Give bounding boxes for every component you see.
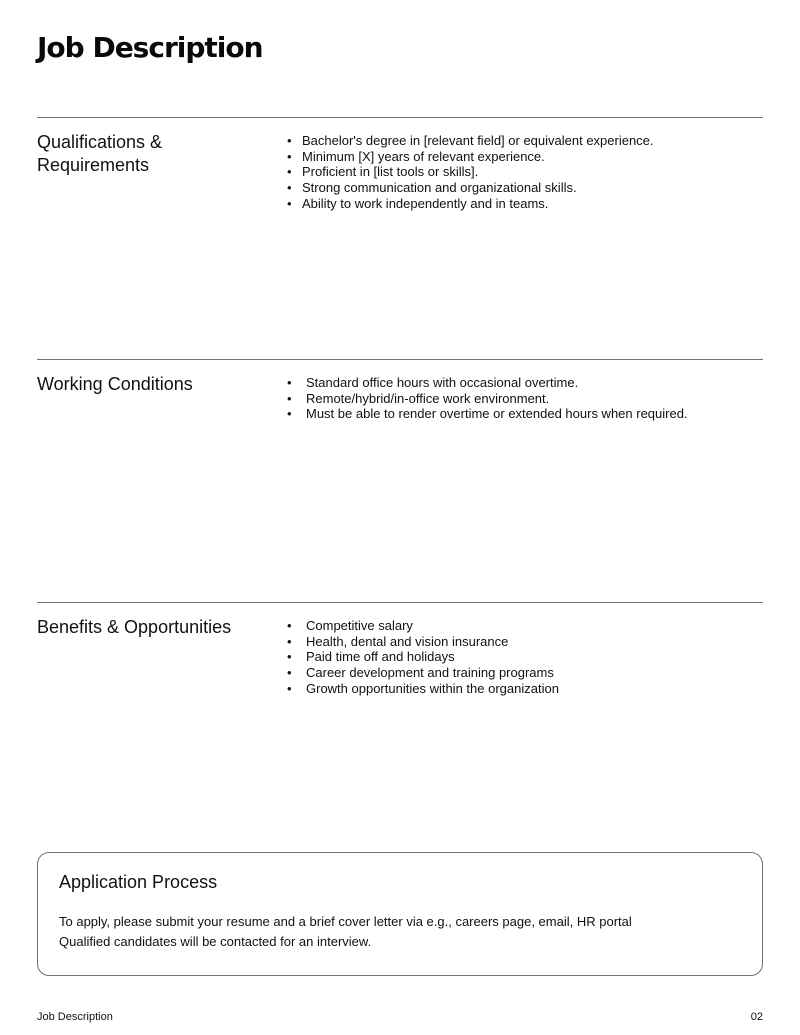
bullet-icon: • — [287, 390, 292, 406]
qualifications-list — [285, 133, 654, 212]
list-item-text: Ability to work independently and in teams. — [302, 195, 549, 211]
list-item-text: Minimum [X] years of relevant experience. — [302, 148, 545, 164]
page-number: 02 — [750, 1011, 763, 1023]
section-heading-benefits: Benefits & Opportunities — [37, 617, 232, 637]
application-process-title: Application Process — [59, 872, 218, 892]
list-item — [285, 634, 559, 650]
bullet-icon: • — [287, 618, 292, 633]
bullet-icon: • — [287, 633, 292, 649]
bullet-icon: • — [287, 406, 292, 422]
application-instructions: To apply, please submit your resume and a brief cover letter via e.g., careers page, email, HR portal — [59, 914, 632, 929]
application-followup: Qualified candidates will be contacted for an interview. — [59, 934, 372, 949]
list-item — [285, 180, 654, 196]
bullet-icon: • — [287, 195, 292, 211]
list-item — [285, 665, 559, 681]
list-item — [285, 196, 654, 212]
bullet-icon: • — [287, 164, 292, 180]
bullet-icon: • — [287, 649, 292, 665]
page-title: Job Description — [37, 31, 263, 64]
list-item-text: Remote/hybrid/in-office work environment. — [306, 390, 550, 406]
list-item — [285, 391, 688, 407]
list-item — [285, 164, 654, 180]
list-item — [285, 149, 654, 165]
bullet-icon: • — [287, 133, 292, 148]
list-item-text: Competitive salary — [306, 618, 413, 633]
footer-label: Job Description — [37, 1011, 113, 1023]
bullet-icon: • — [287, 148, 292, 164]
list-item — [285, 649, 559, 665]
list-item-text: Proficient in [list tools or skills]. — [302, 164, 479, 180]
list-item-text: Growth opportunities within the organization — [306, 680, 559, 696]
list-item — [285, 406, 688, 422]
section-qualifications — [37, 117, 763, 211]
list-item-text: Strong communication and organizational skills. — [302, 180, 577, 196]
bullet-icon: • — [287, 665, 292, 681]
working-conditions-list — [285, 375, 688, 422]
list-item-text: Must be able to render overtime or extended hours when required. — [306, 406, 688, 422]
section-benefits — [37, 602, 763, 696]
application-process-box — [37, 852, 763, 976]
list-item-text: Paid time off and holidays — [306, 649, 455, 665]
list-item — [285, 375, 688, 391]
list-item — [285, 618, 559, 634]
list-item-text: Bachelor's degree in [relevant field] or equivalent experience. — [302, 133, 654, 148]
section-heading-qualifications: Qualifications & Requirements — [37, 132, 163, 175]
list-item-text: Standard office hours with occasional overtime. — [306, 375, 579, 390]
section-heading-working-conditions: Working Conditions — [37, 374, 193, 394]
list-item-text: Health, dental and vision insurance — [306, 633, 509, 649]
list-item-text: Career development and training programs — [306, 665, 554, 681]
list-item — [285, 133, 654, 149]
benefits-list — [285, 618, 559, 697]
bullet-icon: • — [287, 375, 292, 390]
list-item — [285, 681, 559, 697]
bullet-icon: • — [287, 680, 292, 696]
bullet-icon: • — [287, 180, 292, 196]
section-working-conditions — [37, 359, 763, 422]
